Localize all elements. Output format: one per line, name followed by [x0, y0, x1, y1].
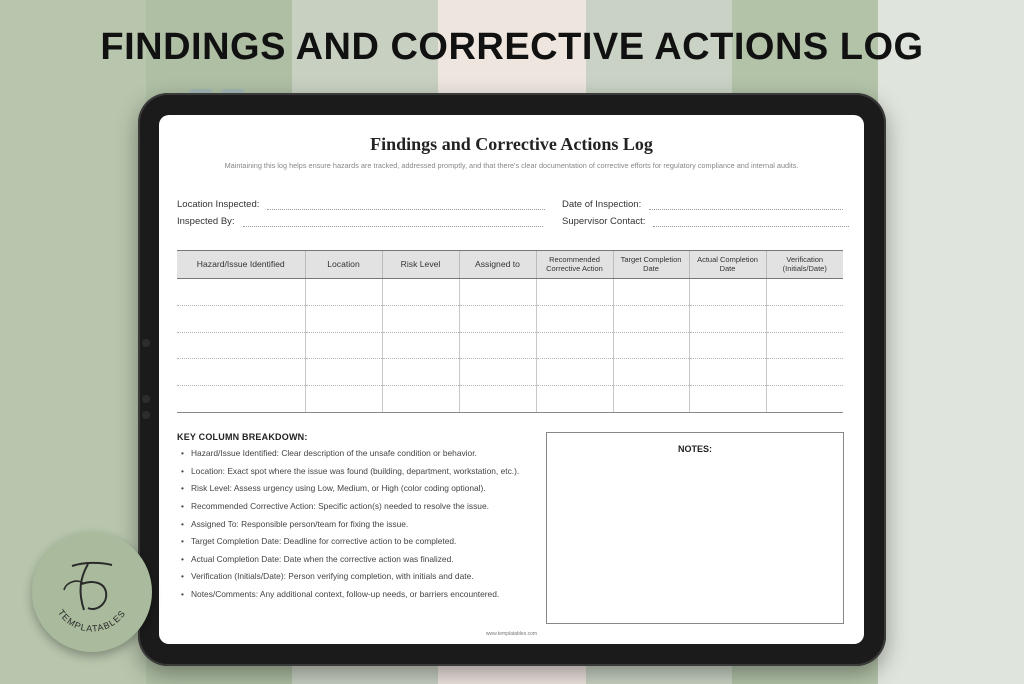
table-cell[interactable] — [459, 279, 536, 306]
table-header-row — [177, 251, 843, 279]
supervisor-contact-label: Supervisor Contact: — [562, 216, 646, 227]
inspected-by-field[interactable] — [177, 216, 543, 227]
table-cell[interactable] — [459, 332, 536, 359]
table-cell[interactable] — [305, 386, 382, 413]
table-cell[interactable] — [766, 386, 843, 413]
camera-dot — [142, 339, 150, 347]
table-cell[interactable] — [305, 305, 382, 332]
notes-label: NOTES: — [677, 444, 712, 454]
table-cell[interactable] — [177, 359, 305, 386]
document-title: Findings and Corrective Actions Log — [370, 134, 653, 154]
tablet-top-button — [222, 89, 244, 93]
templatables-badge — [32, 532, 152, 652]
key-title: KEY COLUMN BREAKDOWN: — [177, 432, 308, 442]
date-of-inspection-line[interactable] — [649, 201, 843, 210]
table-row — [177, 279, 843, 306]
table-row — [177, 332, 843, 359]
supervisor-contact-field[interactable] — [562, 216, 849, 227]
table-cell[interactable] — [613, 279, 689, 306]
table-cell[interactable] — [459, 359, 536, 386]
table-cell[interactable] — [689, 332, 766, 359]
key-item: • Recommended Corrective Action: Specific action(s) needed to resolve the issue. — [177, 502, 537, 511]
key-item: • Risk Level: Assess urgency using Low, Medium, or High (color coding optional). — [177, 484, 537, 493]
key-item: • Notes/Comments: Any additional context, follow-up needs, or barriers encountered. — [177, 590, 537, 599]
tablet-top-button — [190, 89, 212, 93]
table-cell[interactable] — [305, 279, 382, 306]
table-body — [177, 279, 843, 413]
banner-title: FINDINGS AND CORRECTIVE ACTIONS LOG — [100, 26, 924, 68]
table-cell[interactable] — [689, 279, 766, 306]
table-cell[interactable] — [305, 359, 382, 386]
table-cell[interactable] — [459, 305, 536, 332]
inspected-by-line[interactable] — [243, 218, 543, 227]
tablet-screen — [159, 115, 864, 644]
date-of-inspection-label: Date of Inspection: — [562, 199, 642, 210]
table-row — [177, 305, 843, 332]
table-cell[interactable] — [613, 386, 689, 413]
key-item: • Assigned To: Responsible person/team for fixing the issue. — [177, 520, 537, 529]
document-subtitle: Maintaining this log helps ensure hazards are tracked, addressed promptly, and that there's clear documentation of corrective efforts for regulatory compliance and internal audits. — [224, 161, 799, 170]
table-cell[interactable] — [177, 279, 305, 306]
tablet-device — [138, 93, 886, 666]
table-cell[interactable] — [689, 386, 766, 413]
tf-monogram-icon — [32, 532, 152, 652]
camera-dot — [142, 411, 150, 419]
column-header: Actual Completion Date — [689, 251, 766, 279]
table-cell[interactable] — [766, 305, 843, 332]
badge-text: TEMPLATABLES — [55, 607, 128, 634]
table-cell[interactable] — [382, 359, 459, 386]
column-header: Hazard/Issue Identified — [177, 251, 305, 279]
key-item: • Verification (Initials/Date): Person verifying completion, with initials and date. — [177, 572, 537, 581]
table-row — [177, 359, 843, 386]
table-cell[interactable] — [536, 332, 613, 359]
key-column-breakdown — [177, 432, 537, 608]
key-item: • Location: Exact spot where the issue was found (building, department, workstation, etc.). — [177, 467, 537, 476]
table-cell[interactable] — [536, 386, 613, 413]
key-item: • Hazard/Issue Identified: Clear description of the unsafe condition or behavior. — [177, 449, 537, 458]
table-cell[interactable] — [766, 332, 843, 359]
location-inspected-line[interactable] — [267, 201, 545, 210]
table-cell[interactable] — [689, 305, 766, 332]
column-header: Assigned to — [459, 251, 536, 279]
location-inspected-label: Location Inspected: — [177, 199, 260, 210]
column-header: Target Completion Date — [613, 251, 689, 279]
table-cell[interactable] — [613, 305, 689, 332]
table-cell[interactable] — [613, 332, 689, 359]
supervisor-contact-line[interactable] — [653, 218, 849, 227]
column-header: Verification (Initials/Date) — [766, 251, 843, 279]
location-inspected-field[interactable] — [177, 199, 545, 210]
camera-dot — [142, 395, 150, 403]
table-cell[interactable] — [177, 305, 305, 332]
table-cell[interactable] — [177, 386, 305, 413]
footer-url: www.templatables.com — [485, 631, 538, 637]
notes-box[interactable] — [546, 432, 844, 624]
table-cell[interactable] — [536, 359, 613, 386]
table-cell[interactable] — [382, 305, 459, 332]
table-cell[interactable] — [459, 386, 536, 413]
findings-table — [177, 250, 843, 413]
table-cell[interactable] — [536, 279, 613, 306]
key-item: • Actual Completion Date: Date when the corrective action was finalized. — [177, 555, 537, 564]
table-cell[interactable] — [766, 359, 843, 386]
key-list — [177, 449, 537, 599]
table-cell[interactable] — [689, 359, 766, 386]
svg-text:TEMPLATABLES — [56, 608, 128, 634]
column-header: Recommended Corrective Action — [536, 251, 613, 279]
table-cell[interactable] — [766, 279, 843, 306]
table-cell[interactable] — [382, 332, 459, 359]
column-header: Risk Level — [382, 251, 459, 279]
inspected-by-label: Inspected By: — [177, 216, 235, 227]
key-item: • Target Completion Date: Deadline for corrective action to be completed. — [177, 537, 537, 546]
table-cell[interactable] — [536, 305, 613, 332]
table-cell[interactable] — [382, 279, 459, 306]
table-cell[interactable] — [382, 386, 459, 413]
table-cell[interactable] — [613, 359, 689, 386]
table-row — [177, 386, 843, 413]
column-header: Location — [305, 251, 382, 279]
table-cell[interactable] — [305, 332, 382, 359]
date-of-inspection-field[interactable] — [562, 199, 843, 210]
table-cell[interactable] — [177, 332, 305, 359]
